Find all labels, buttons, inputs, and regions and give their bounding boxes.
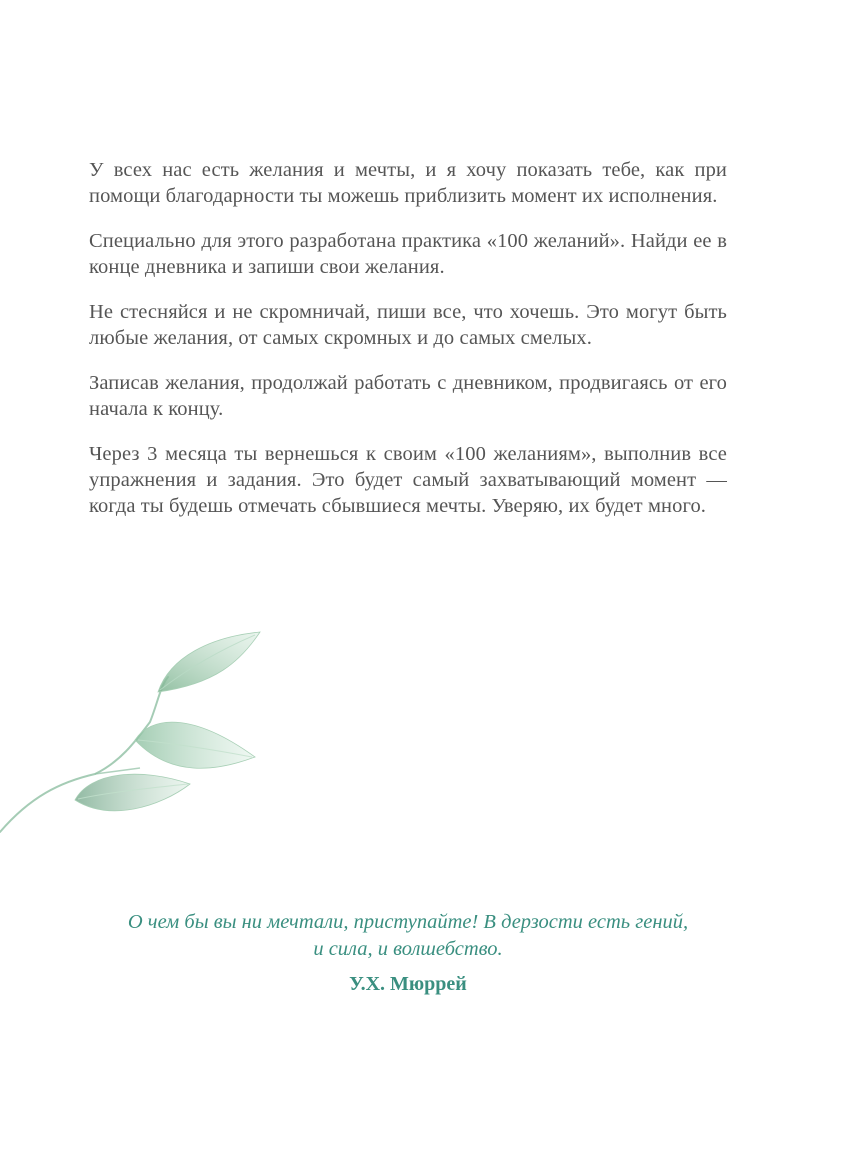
quote-author: У.Х. Мюррей (349, 973, 467, 995)
leaf-bottom (75, 774, 190, 811)
branch-stem (0, 677, 168, 832)
paragraph-3: Не стесняйся и не скромничай, пиши все, что хочешь. Это могут быть любые желания, от самых скромных и до самых смелых. (89, 301, 727, 349)
green-leaf-branch-icon (0, 622, 270, 842)
epigraph-quote (80, 909, 736, 963)
intro-text (89, 157, 727, 538)
paragraph-2: Специально для этого разработана практика «100 желаний». Найди ее в конце дневника и запиши свои желания. (89, 230, 727, 278)
paragraph-1: У всех нас есть желания и мечты, и я хочу показать тебе, как при помощи благодарности ты можешь приблизить момент их исполнения. (89, 159, 727, 207)
paragraph-4: Записав желания, продолжай работать с дневником, продвигаясь от его начала к концу. (89, 372, 727, 420)
leaf-top (158, 632, 260, 692)
quote-line-2: и сила, и волшебство. (313, 938, 503, 960)
quote-line-1: О чем бы вы ни мечтали, приступайте! В дерзости есть гений, (127, 911, 689, 933)
paragraph-5: Через 3 месяца ты вернешься к своим «100 желаниям», выполнив все упражнения и задания. Это будет самый захватывающий момент — когда ты будешь отмечать сбывшиеся мечты. Уверяю, их будет много. (89, 443, 727, 517)
leaf-middle (135, 722, 255, 768)
